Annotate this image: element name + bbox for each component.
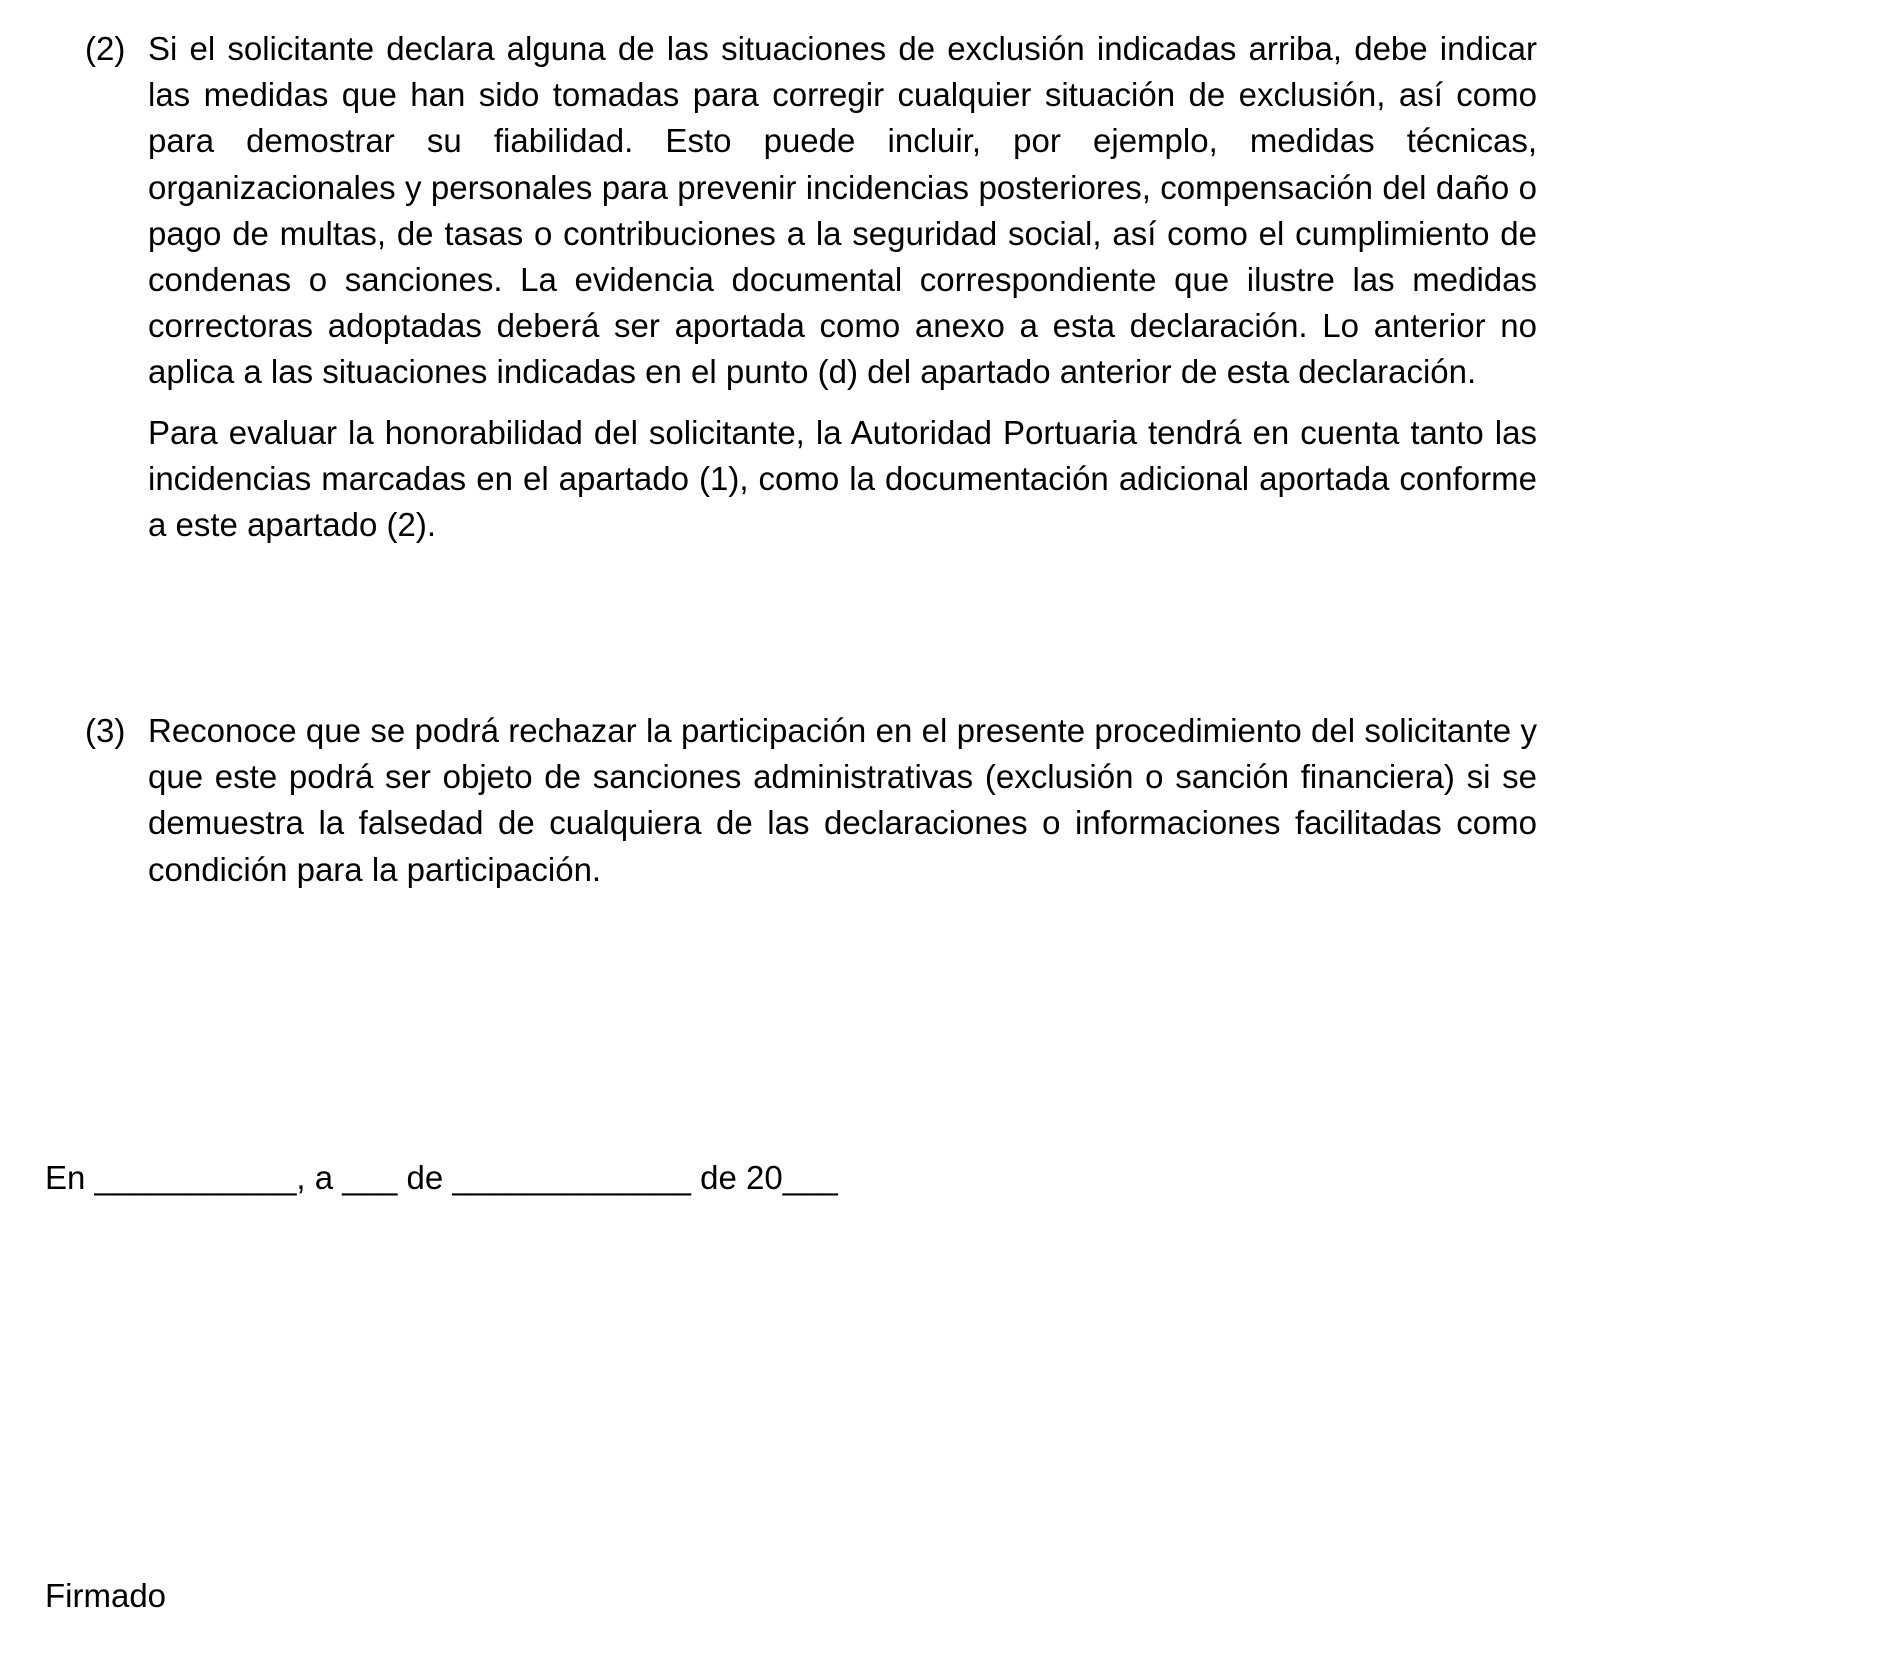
item-text-2	[148, 26, 1537, 548]
signature-label: Firmado	[45, 1577, 167, 1614]
item-number-3: (3)	[85, 712, 126, 750]
paragraph-rejection-sanctions: Reconoce que se podrá rechazar la participación en el presente procedimiento del solicitante y que este podrá ser objeto de sanciones administrativas (exclusión o sanción financiera) si se demuestra la falsedad de cualquiera de las declaraciones o informaciones facilitadas como condición para la participación.	[148, 712, 1537, 888]
paragraph-exclusion-measures: Si el solicitante declara alguna de las situaciones de exclusión indicadas arriba, debe indicar las medidas que han sido tomadas para corregir cualquier situación de exclusión, así como para demostrar su fiabilidad. Esto puede incluir, por ejemplo, medidas técnicas, organizacionales y personales para prevenir incidencias posteriores, compensación del daño o pago de multas, de tasas o contribuciones a la seguridad social, así como el cumplimiento de condenas o sanciones. La evidencia documental correspondiente que ilustre las medidas correctoras adoptadas deberá ser aportada como anexo a esta declaración. Lo anterior no aplica a las situaciones indicadas en el punto (d) del apartado anterior de esta declaración.	[148, 30, 1537, 391]
item-number-2: (2)	[85, 30, 126, 67]
item-text-3	[148, 708, 1537, 893]
date-place-fill-in-line: En ___________, a ___ de _____________ de 20___	[45, 1158, 838, 1196]
paragraph-honorability-evaluation: Para evaluar la honorabilidad del solicitante, la Autoridad Portuaria tendrá en cuenta tanto las incidencias marcadas en el apartado (1), como la documentación adicional aportada conforme a este apartado (2).	[148, 413, 1537, 543]
numbered-list	[85, 26, 1537, 893]
list-item-3	[85, 708, 1537, 893]
list-item-2	[85, 26, 1537, 548]
